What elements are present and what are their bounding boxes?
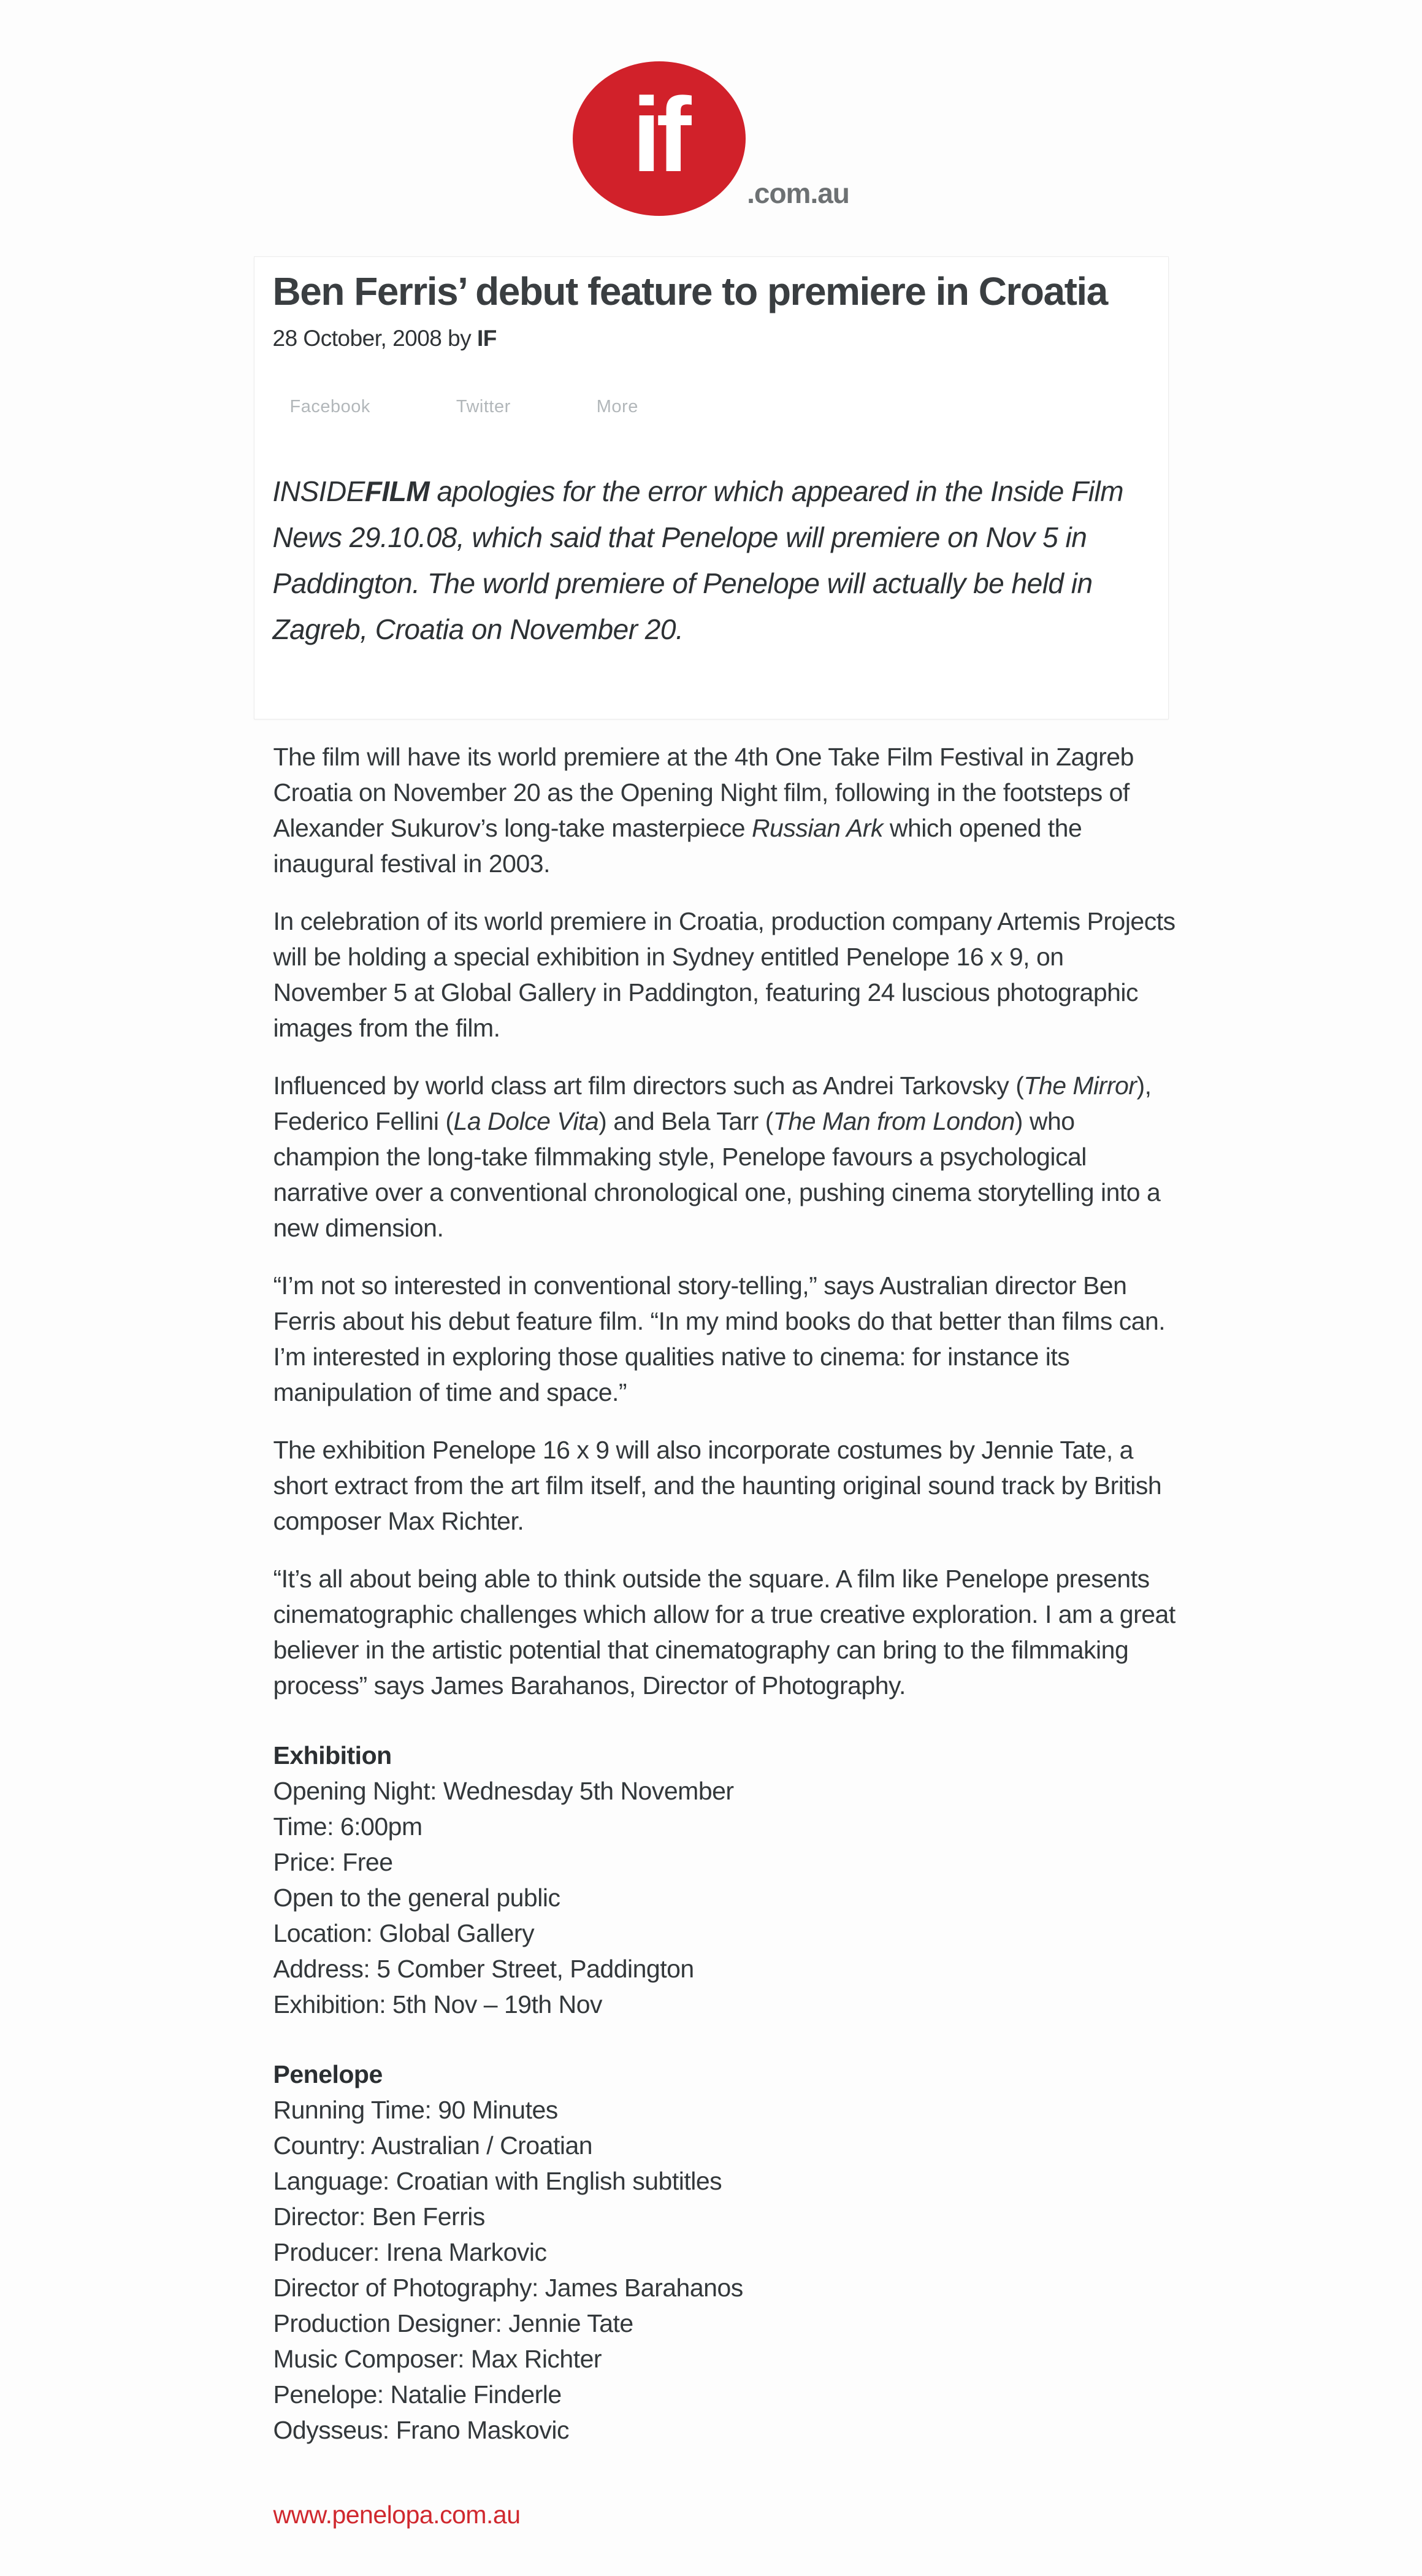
brand-film: FILM <box>364 475 430 507</box>
penelopa-website-link[interactable]: www.penelopa.com.au <box>273 2500 521 2529</box>
penelope-detail-line: Music Composer: Max Richter <box>273 2344 602 2373</box>
penelope-detail-line: Production Designer: Jennie Tate <box>273 2309 633 2337</box>
penelope-detail-line: Language: Croatian with English subtitles <box>273 2166 722 2195</box>
byline-label: by <box>448 325 472 351</box>
share-more-button[interactable]: More <box>596 396 638 416</box>
article-date: 28 October, 2008 <box>272 325 442 351</box>
exhibition-detail-line: Time: 6:00pm <box>273 1812 422 1841</box>
site-logo[interactable] <box>573 61 849 216</box>
share-facebook-button[interactable]: Facebook <box>289 396 370 416</box>
penelope-detail-line: Country: Australian / Croatian <box>273 2131 593 2160</box>
content-column <box>254 256 1175 2532</box>
penelope-detail-line: Director: Ben Ferris <box>273 2202 485 2231</box>
author-name: IF <box>477 325 497 351</box>
body-paragraph-5: The exhibition Penelope 16 x 9 will also incorporate costumes by Jennie Tate, a short extract from the art film itself, and the haunting original sound track by British composer Max Richter. <box>273 1435 1162 1535</box>
penelope-detail-line: Penelope: Natalie Finderle <box>273 2380 562 2409</box>
share-twitter-button[interactable]: Twitter <box>456 396 511 416</box>
body-paragraph-3: Influenced by world class art film directors such as Andrei Tarkovsky (The Mirror), Federico Fellini (La Dolce Vita) and Bela Tarr (The Man from London) who champion the long-take filmmaking style, Penelope favours a psychological narrative over a conventional chronological one, pushing cinema storytelling into a new dimension. <box>273 1071 1161 1242</box>
brand-inside: INSIDE <box>272 475 365 507</box>
section-heading-exhibition: Exhibition <box>273 1741 392 1769</box>
body-paragraph-6: “It’s all about being able to think outside the square. A film like Penelope presents cinematographic challenges which allow for a true creative exploration. I am a great believer in the artistic potential that cinematography can bring to the filmmaking process” says James Barahanos, Director of Photography. <box>273 1564 1175 1700</box>
if-logo-mark: if <box>632 76 687 194</box>
exhibition-detail-line: Exhibition: 5th Nov – 19th Nov <box>273 1990 603 2018</box>
article-body <box>254 719 1183 2532</box>
penelope-detail-line: Producer: Irena Markovic <box>273 2237 547 2266</box>
exhibition-detail-line: Open to the general public <box>273 1883 560 1912</box>
penelope-detail-line: Running Time: 90 Minutes <box>273 2095 558 2124</box>
exhibition-detail-line: Opening Night: Wednesday 5th November <box>273 1776 734 1805</box>
exhibition-detail-line: Location: Global Gallery <box>273 1919 535 1947</box>
exhibition-detail-line: Address: 5 Comber Street, Paddington <box>273 1954 694 1983</box>
penelope-detail-line: Odysseus: Frano Maskovic <box>273 2415 569 2444</box>
correction-text: apologies for the error which appeared in the Inside Film News 29.10.08, which said that Penelope will premiere on Nov 5 in Paddington. The world premiere of Penelope will actually be held in Zagreb, Croatia on November 20. <box>272 475 1124 645</box>
exhibition-detail-line: Price: Free <box>273 1847 393 1876</box>
body-paragraph-1: The film will have its world premiere at the 4th One Take Film Festival in Zagreb Croatia on November 20 as the Opening Night film, following in the footsteps of Alexander Sukurov’s long-take masterpiece Russian Ark which opened the inaugural festival in 2003. <box>273 742 1134 878</box>
share-row <box>290 397 1150 417</box>
correction-notice <box>273 469 1137 653</box>
body-paragraph-2: In celebration of its world premiere in Croatia, production company Artemis Projects will be holding a special exhibition in Sydney entitled Penelope 16 x 9, on November 5 at Global Gallery in Paddington, featuring 24 luscious photographic images from the film. <box>273 907 1175 1042</box>
film-title-man-from-london: The Man from London <box>773 1106 1015 1135</box>
film-title-russian-ark: Russian Ark <box>751 813 883 842</box>
page-title: Ben Ferris’ debut feature to premiere in Croatia <box>272 269 1107 313</box>
body-paragraph-4: “I’m not so interested in conventional story-telling,” says Australian director Ben Ferris about his debut feature film. “In my mind books do that better than films can. I’m interested in exploring those qualities native to cinema: for instance its manipulation of time and space.” <box>273 1271 1166 1406</box>
article-header-card <box>254 256 1169 719</box>
film-title-la-dolce-vita: La Dolce Vita <box>453 1106 599 1135</box>
penelope-detail-line: Director of Photography: James Barahanos <box>273 2273 743 2302</box>
site-header <box>0 0 1422 216</box>
film-title-the-mirror: The Mirror <box>1023 1071 1137 1100</box>
article-byline <box>273 326 1150 351</box>
section-heading-penelope: Penelope <box>273 2060 383 2088</box>
if-logo-circle <box>573 61 746 216</box>
logo-domain-suffix: .com.au <box>747 177 849 209</box>
